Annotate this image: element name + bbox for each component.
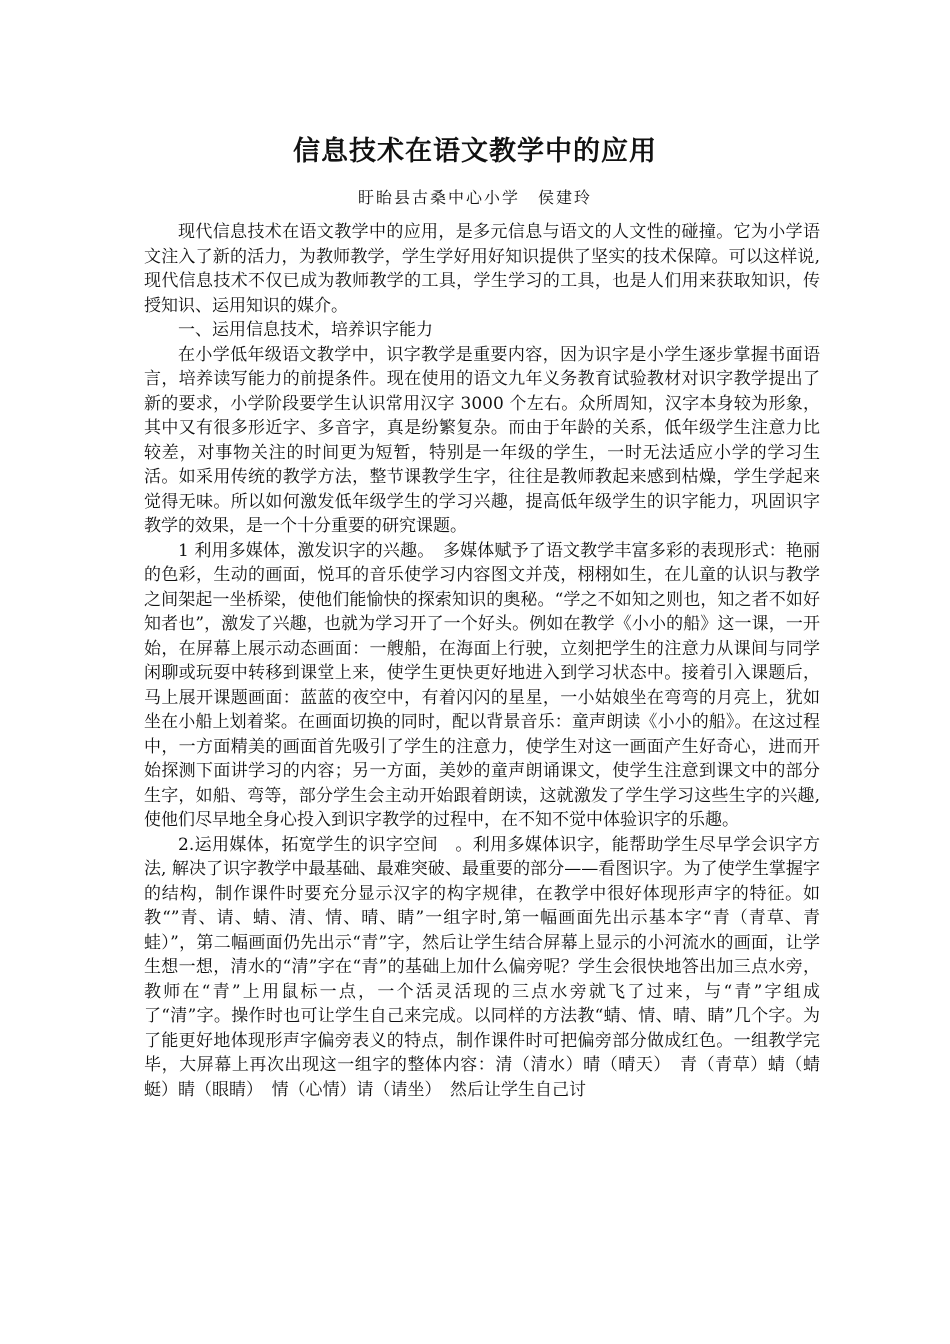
document-author: 盱眙县古桑中心小学 侯建玲 (357, 188, 592, 207)
document-title: 信息技术在语文教学中的应用 (293, 136, 657, 167)
document-body (144, 220, 820, 1102)
section-heading-1: 一、运用信息技术，培养识字能力 (178, 320, 433, 340)
paragraph-multimedia-interest: 1 利用多媒体，激发识字的兴趣。 多媒体赋予了语文教学丰富多彩的表现形式：艳丽的色彩，生动的画面，悦耳的音乐使学习内容图文并茂，栩栩如生，在儿童的认识与教学之间架起一坐桥梁，使他们能愉快的探索知识的奥秘。“学之不如知之则也，知之者不如好知者也”，激发了兴趣，也就为学习开了一个好头。例如在教学《小小的船》这一课，一开始，在屏幕上展示动态画面：一艘船，在海面上行驶，立刻把学生的注意力从课间与同学闲聊或玩耍中转移到课堂上来，使学生更快更好地进入到学习状态中。接着引入课题后，马上展开课题画面：蓝蓝的夜空中，有着闪闪的星星，一小姑娘坐在弯弯的月亮上，犹如坐在小船上划着桨。在画面切换的同时，配以背景音乐：童声朗读《小小的船》。在这过程中，一方面精美的画面首先吸引了学生的注意力，使学生对这一画面产生好奇心，进而开始探测下面讲学习的内容；另一方面，美妙的童声朗诵课文，使学生注意到课文中的部分生字，如船、弯等，部分学生会主动开始跟着朗读，这就激发了学生学习这些生字的兴趣,使他们尽早地全身心投入到识字教学的过程中，在不知不觉中体验识字的乐趣。 (144, 540, 820, 830)
paragraph-multimedia-space: 2.运用媒体，拓宽学生的识字空间 。利用多媒体识字，能帮助学生尽早学会识字方法, 解决了识字教学中最基础、最难突破、最重要的部分——看图识字。为了使学生掌握字的结构，制作课件时要充分显示汉字的构字规律，在教学中很好体现形声字的特征。如教“”青、请、蜻、清、情、晴、睛”一组字时,第一幅画面先出示基本字“青（青草、青蛙）”，第二幅画面仍先出示“青”字，然后让学生结合屏幕上显示的小河流水的画面，让学生想一想，清水的“清”字在“青”的基础上加什么偏旁呢？学生会很快地答出加三点水旁，教师在“青”上用鼠标一点，一个活灵活现的三点水旁就飞了过来，与“青”字组成了“清”字。操作时也可让学生自己来完成。以同样的方法教“蜻、情、晴、睛”几个字。为了能更好地体现形声字偏旁表义的特点，制作课件时可把偏旁部分做成红色。一组教学完毕，大屏幕上再次出现这一组字的整体内容：清（清水）晴（晴天） 青（青草）蜻（蜻蜓）睛（眼睛） 情（心情）请（请坐） 然后让学生自己讨 (144, 834, 820, 1100)
paragraph-literacy: 在小学低年级语文教学中，识字教学是重要内容，因为识字是小学生逐步掌握书面语言，培养读写能力的前提条件。现在使用的语文九年义务教育试验教材对识字教学提出了新的要求，小学阶段要学生认识常用汉字 3000 个左右。众所周知，汉字本身较为形象，其中又有很多形近字、多音字，真是纷繁复杂。而由于年龄的关系，低年级学生注意力比较差，对事物关注的时间更为短暂，特别是一年级的学生，一时无法适应小学的学习生活。如采用传统的教学方法，整节课教学生字，往往是教师教起来感到枯燥，学生学起来觉得无味。所以如何激发低年级学生的学习兴趣，提高低年级学生的识字能力，巩固识字教学的效果，是一个十分重要的研究课题。 (144, 344, 820, 536)
paragraph-intro: 现代信息技术在语文教学中的应用，是多元信息与语文的人文性的碰撞。它为小学语文注入了新的活力，为教师教学，学生学好用好知识提供了坚实的技术保障。可以这样说,现代信息技术不仅已成为教师教学的工具，学生学习的工具，也是人们用来获取知识，传授知识、运用知识的媒介。 (144, 222, 820, 316)
